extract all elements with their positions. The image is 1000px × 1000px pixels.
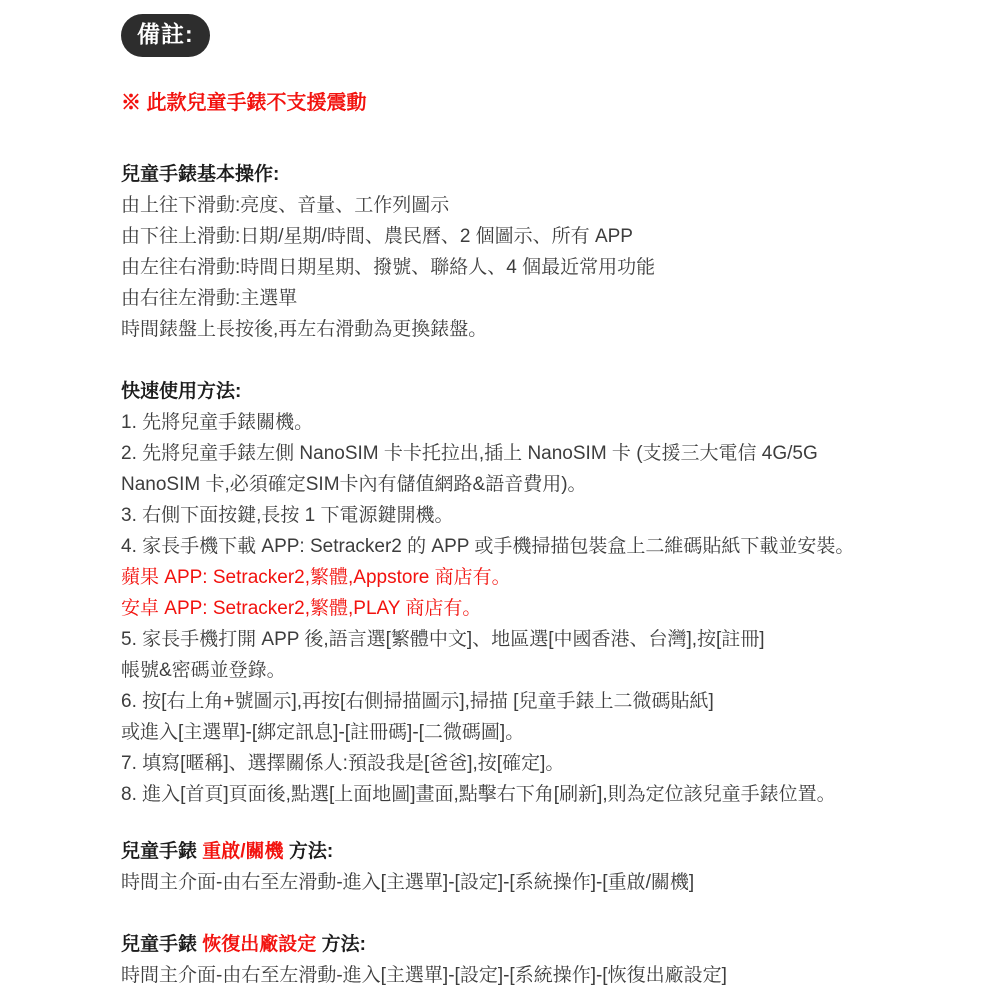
instruction-line: 1. 先將兒童手錶關機。 [121,412,314,433]
section-basic-operations [121,159,912,345]
instruction-line: 7. 填寫[暱稱]、選擇關係人:預設我是[爸爸],按[確定]。 [121,753,565,774]
instruction-line: 6. 按[右上角+號圖示],再按[右側掃描圖示],掃描 [兒童手錶上二微碼貼紙] [121,691,714,712]
instruction-line: 時間主介面-由右至左滑動-進入[主選單]-[設定]-[系統操作]-[重啟/關機] [121,872,695,893]
heading-prefix: 兒童手錶 [121,841,203,862]
instruction-line: 帳號&密碼並登錄。 [121,660,286,681]
quick-start-heading: 快速使用方法: [121,381,242,402]
instruction-line: NanoSIM 卡,必須確定SIM卡內有儲值網路&語音費用)。 [121,474,587,495]
instruction-line: 時間主介面-由右至左滑動-進入[主選單]-[設定]-[系統操作]-[恢復出廠設定] [121,965,727,986]
instruction-line: 由下往上滑動:日期/星期/時間、農民曆、2 個圖示、所有 APP [121,226,633,247]
section-quick-start [121,376,912,810]
factory-reset-heading [121,929,912,960]
instruction-line-android-app: 安卓 APP: Setracker2,繁體,PLAY 商店有。 [121,598,482,619]
instruction-line: 或進入[主選單]-[綁定訊息]-[註冊碼]-[二微碼圖]。 [121,722,525,743]
instruction-line: 由右往左滑動:主選單 [121,288,298,309]
restart-shutdown-heading [121,836,912,867]
section-factory-reset [121,929,912,991]
instruction-line-ios-app: 蘋果 APP: Setracker2,繁體,Appstore 商店有。 [121,567,511,588]
heading-highlight: 恢復出廠設定 [202,934,317,955]
note-badge: 備註: [121,14,210,57]
basic-operations-heading: 兒童手錶基本操作: [121,164,280,185]
instruction-line: 由上往下滑動:亮度、音量、工作列圖示 [121,195,450,216]
instruction-line: 4. 家長手機下載 APP: Setracker2 的 APP 或手機掃描包裝盒上二維碼貼紙下載並安裝。 [121,536,855,557]
heading-suffix: 方法: [283,841,334,862]
heading-suffix: 方法: [316,934,366,955]
heading-highlight: 重啟/關機 [202,841,284,862]
instruction-line: 8. 進入[首頁]頁面後,點選[上面地圖]畫面,點擊右下角[刷新],則為定位該兒童手錶位置。 [121,784,836,805]
instruction-line: 5. 家長手機打開 APP 後,語言選[繁體中文]、地區選[中國香港、台灣],按[註冊] [121,629,765,650]
instruction-line: 2. 先將兒童手錶左側 NanoSIM 卡卡托拉出,插上 NanoSIM 卡 (支援三大電信 4G/5G [121,443,818,464]
warning-text: ※ 此款兒童手錶不支援震動 [121,92,367,114]
instruction-line: 時間錶盤上長按後,再左右滑動為更換錶盤。 [121,319,488,340]
heading-prefix: 兒童手錶 [121,934,203,955]
instruction-line: 由左往右滑動:時間日期星期、撥號、聯絡人、4 個最近常用功能 [121,257,656,278]
section-restart-shutdown [121,836,912,898]
instruction-line: 3. 右側下面按鍵,長按 1 下電源鍵開機。 [121,505,454,526]
